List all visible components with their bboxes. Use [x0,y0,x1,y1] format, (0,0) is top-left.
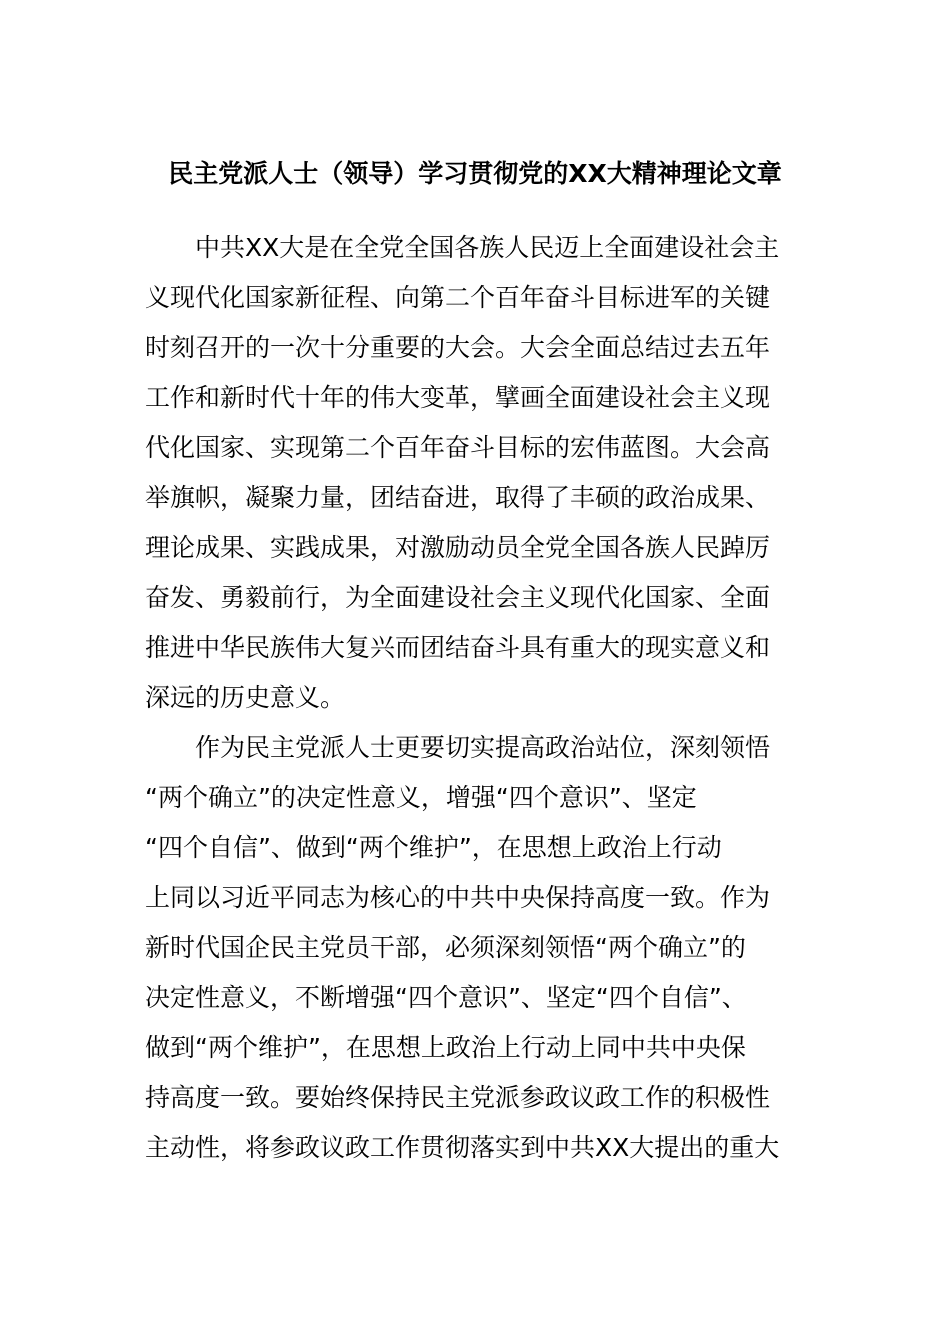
body-line: 深远的历史意义。 [145,683,346,712]
body-line: 中共XX大是在全党全国各族人民迈上全面建设社会主 [145,233,780,262]
body-line: 举旗帜，凝聚力量，团结奋进，取得了丰硕的政治成果、 [145,483,771,512]
body-line: 持高度一致。要始终保持民主党派参政议政工作的积极性 [145,1083,771,1112]
body-line: 推进中华民族伟大复兴而团结奋斗具有重大的现实意义和 [145,633,771,662]
body-line: 做到“两个维护”，在思想上政治上行动上同中共中央保 [145,1033,746,1062]
body-line: 工作和新时代十年的伟大变革，擘画全面建设社会主义现 [145,383,771,412]
body-line: 决定性意义，不断增强“四个意识”、坚定“四个自信”、 [145,983,747,1012]
body-line: 义现代化国家新征程、向第二个百年奋斗目标进军的关键 [145,283,771,312]
body-line: 主动性，将参政议政工作贯彻落实到中共XX大提出的重大 [145,1133,780,1162]
body-line: 上同以习近平同志为核心的中共中央保持高度一致。作为 [145,883,771,912]
body-line: 作为民主党派人士更要切实提高政治站位，深刻领悟 [145,733,771,762]
body-line: “四个自信”、做到“两个维护”，在思想上政治上行动 [145,833,722,862]
document-title: 民主党派人士（领导）学习贯彻党的XX大精神理论文章 [168,159,782,188]
body-line: 时刻召开的一次十分重要的大会。大会全面总结过去五年 [145,333,771,362]
body-line: 新时代国企民主党员干部，必须深刻领悟“两个确立”的 [145,933,746,962]
body-line: “两个确立”的决定性意义，增强“四个意识”、坚定 [145,783,697,812]
body-line: 代化国家、实现第二个百年奋斗目标的宏伟蓝图。大会高 [145,433,771,462]
body-line: 理论成果、实践成果，对激励动员全党全国各族人民踔厉 [145,533,771,562]
body-line: 奋发、勇毅前行，为全面建设社会主义现代化国家、全面 [145,583,771,612]
